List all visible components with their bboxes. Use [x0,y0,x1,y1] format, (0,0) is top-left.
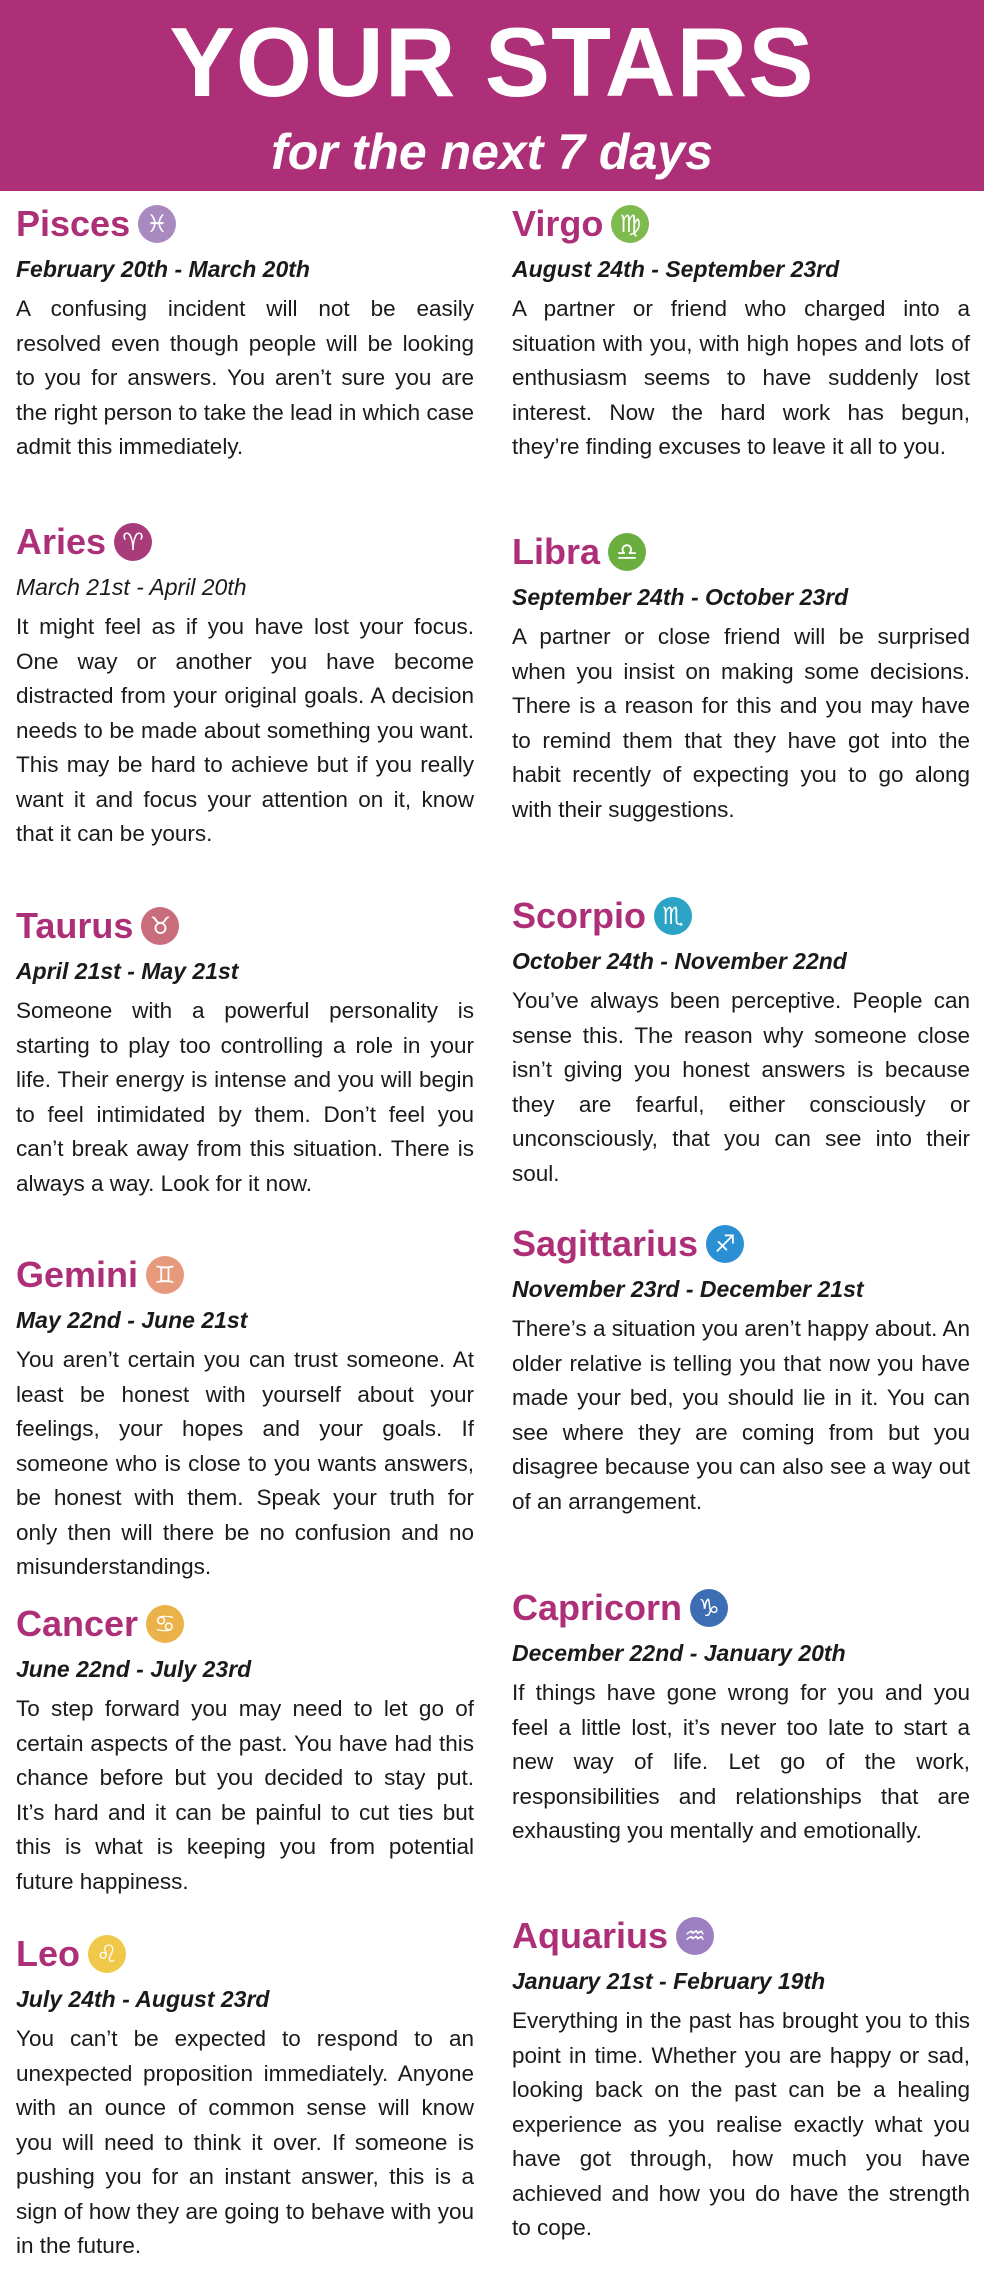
sign-dates: March 21st - April 20th [16,574,247,600]
sign-capricorn [512,1584,970,1849]
sign-name: Aquarius [512,1915,669,1956]
sign-dates: July 24th - August 23rd [16,1986,270,2012]
sign-scorpio [512,892,970,1191]
sign-name: Libra [512,531,601,572]
sign-name: Virgo [512,203,604,244]
sign-horoscope: You aren’t certain you can trust someone. At least be honest with yourself about your feelings, your hopes and your goals. If someone who is close to you wants answers, be honest with them. Speak your truth for only then will there be no confusion and no misunderstandings. [16,1347,474,1579]
sign-dates: April 21st - May 21st [16,958,239,984]
sign-horoscope: You’ve always been perceptive. People can sense this. The reason why someone close isn’t giving you honest answers is because they are fearful, either consciously or unconsciously, that you can see into their soul. [512,988,970,1186]
sign-horoscope: It might feel as if you have lost your focus. One way or another you have become distracted from your original goals. A decision needs to be made about something you want. This may be hard to achieve but if you really want it and focus your attention on it, know that it can be yours. [16,614,474,846]
sign-heading [16,1930,474,1978]
sign-dates: September 24th - October 23rd [512,584,849,610]
sign-name: Gemini [16,1254,139,1295]
sign-heading [512,528,970,576]
capricorn-icon: ♑ [690,1589,728,1627]
sign-name: Scorpio [512,895,647,936]
sign-taurus [16,902,474,1201]
sign-name: Taurus [16,905,134,946]
taurus-icon: ♉ [141,907,179,945]
sign-dates: December 22nd - January 20th [512,1640,846,1666]
cancer-icon: ♋ [146,1605,184,1643]
sign-heading [16,902,474,950]
sign-name: Cancer [16,1603,139,1644]
sign-dates: January 21st - February 19th [512,1968,826,1994]
sign-aries [16,518,474,852]
sign-heading [16,200,474,248]
sign-dates: June 22nd - July 23rd [16,1656,252,1682]
sign-heading [512,200,970,248]
pisces-icon: ♓ [138,205,176,243]
libra-icon: ♎ [608,533,646,571]
sign-heading [16,518,474,566]
sign-heading [512,1584,970,1632]
sign-name: Leo [16,1933,81,1974]
sign-horoscope: A partner or close friend will be surprised when you insist on making some decisions. There is a reason for this and you may have to remind them that they have got into the habit recently of expecting you to go along with their suggestions. [512,624,970,822]
virgo-icon: ♍ [611,205,649,243]
sign-name: Aries [16,521,107,562]
sign-virgo [512,200,970,465]
sign-horoscope: Someone with a powerful personality is starting to play too controlling a role in your life. Their energy is intense and you will begin to feel intimidated by them. Don’t feel you can’t break away from this situation. There is always a way. Look for it now. [16,998,474,1196]
sign-horoscope: You can’t be expected to respond to an unexpected proposition immediately. Anyone with an ounce of common sense will know you will need to think it over. If someone is pushing you for an instant answer, this is a sign of how they are going to behave with you in the future. [16,2026,474,2258]
sign-heading [16,1600,474,1648]
sign-pisces [16,200,474,465]
page-title: YOUR STARS [169,7,815,117]
sign-horoscope: Everything in the past has brought you to this point in time. Whether you are happy or sad, looking back on the past can be a healing experience as you realise exactly what you have got through, how much you have achieved and how you do have the strength to cope. [512,2008,970,2240]
scorpio-icon: ♏ [654,897,692,935]
header-banner [0,0,984,191]
sign-libra [512,528,970,827]
aries-icon: ♈ [114,523,152,561]
sign-sagittarius [512,1220,970,1519]
leo-icon: ♌ [88,1935,126,1973]
sign-horoscope: A confusing incident will not be easily resolved even though people will be looking to you for answers. You aren’t sure you are the right person to take the lead in which case admit this immediately. [16,296,474,459]
sign-horoscope: If things have gone wrong for you and you feel a little lost, it’s never too late to start a new way of life. Let go of the work, responsibilities and relationships that are exhausting you mentally and emotionally. [512,1680,970,1843]
sign-dates: February 20th - March 20th [16,256,310,282]
sign-aquarius [512,1912,970,2246]
sign-horoscope: A partner or friend who charged into a situation with you, with high hopes and lots of enthusiasm seems to have suddenly lost interest. Now the hard work has begun, they’re finding excuses to leave it all to you. [512,296,970,459]
sagittarius-icon: ♐ [706,1225,744,1263]
sign-gemini [16,1251,474,1585]
sign-dates: November 23rd - December 21st [512,1276,864,1302]
sign-name: Sagittarius [512,1223,699,1264]
sign-dates: August 24th - September 23rd [512,256,840,282]
sign-horoscope: There’s a situation you aren’t happy about. An older relative is telling you that now you have made your bed, you should lie in it. You can see where they are coming from but you disagree because you can also see a way out of an arrangement. [512,1316,970,1514]
sign-dates: May 22nd - June 21st [16,1307,248,1333]
gemini-icon: ♊ [146,1256,184,1294]
sign-heading [512,1912,970,1960]
sign-heading [16,1251,474,1299]
sign-horoscope: To step forward you may need to let go of certain aspects of the past. You have had this chance before but you decided to stay put. It’s hard and it can be painful to cut ties but this is what is keeping you from potential future happiness. [16,1696,474,1894]
sign-heading [512,892,970,940]
sign-cancer [16,1600,474,1899]
sign-heading [512,1220,970,1268]
sign-leo [16,1930,474,2264]
aquarius-icon: ♒ [676,1917,714,1955]
sign-name: Pisces [16,203,131,244]
page-subtitle: for the next 7 days [271,124,713,180]
sign-name: Capricorn [512,1587,683,1628]
sign-dates: October 24th - November 22nd [512,948,847,974]
